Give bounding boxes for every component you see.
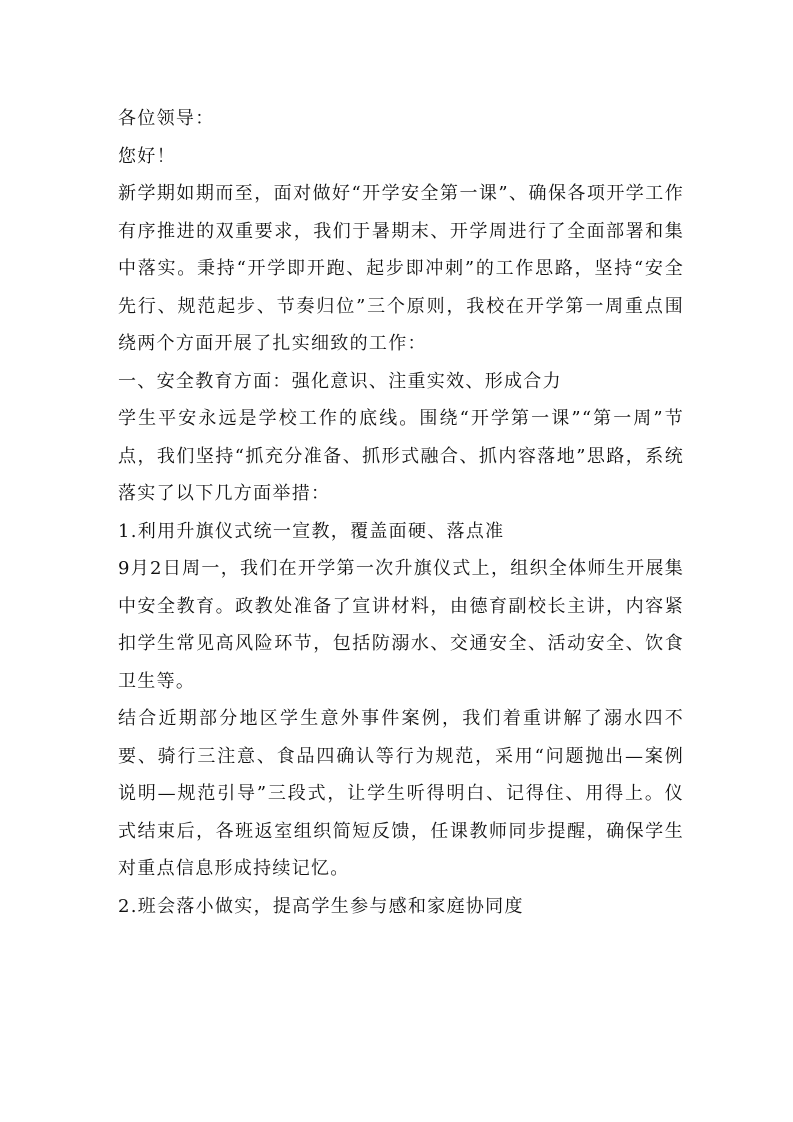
- case-study-paragraph: 结合近期部分地区学生意外事件案例，我们着重讲解了溺水四不要、骑行三注意、食品四确认等行为规范，采用“问题抛出—案例说明—规范引导”三段式，让学生听得明白、记得住、用得上。仪式结束后，各班返室组织简短反馈，任课教师同步提醒，确保学生对重点信息形成持续记忆。: [118, 708, 684, 879]
- intro-paragraph: 新学期如期而至，面对做好“开学安全第一课”、确保各项开学工作有序推进的双重要求，我们于暑期末、开学周进行了全面部署和集中落实。秉持“开学即开跑、起步即冲刺”的工作思路，坚持“安全先行、规范起步、节奏归位”三个原则，我校在开学第一周重点围绕两个方面开展了扎实细致的工作：: [118, 183, 684, 354]
- subheading-class-meeting: 2.班会落小做实，提高学生参与感和家庭协同度: [118, 895, 524, 917]
- section-heading-safety-education: 一、安全教育方面：强化意识、注重实效、形成合力: [118, 370, 562, 392]
- safety-overview-paragraph: 学生平安永远是学校工作的底线。围绕“开学第一课”“第一周”节点，我们坚持“抓充分准备、抓形式融合、抓内容落地”思路，系统落实了以下几方面举措：: [118, 408, 684, 504]
- greeting: 您好！: [118, 145, 176, 167]
- flag-ceremony-paragraph: 9月2日周一，我们在开学第一次升旗仪式上，组织全体师生开展集中安全教育。政教处准备了宣讲材料，由德育副校长主讲，内容紧扣学生常见高风险环节，包括防溺水、交通安全、活动安全、饮食卫生等。: [118, 558, 684, 692]
- subheading-flag-ceremony: 1.利用升旗仪式统一宣教，覆盖面硬、落点准: [118, 520, 505, 542]
- document-body: [118, 100, 684, 925]
- salutation: 各位领导：: [118, 108, 215, 129]
